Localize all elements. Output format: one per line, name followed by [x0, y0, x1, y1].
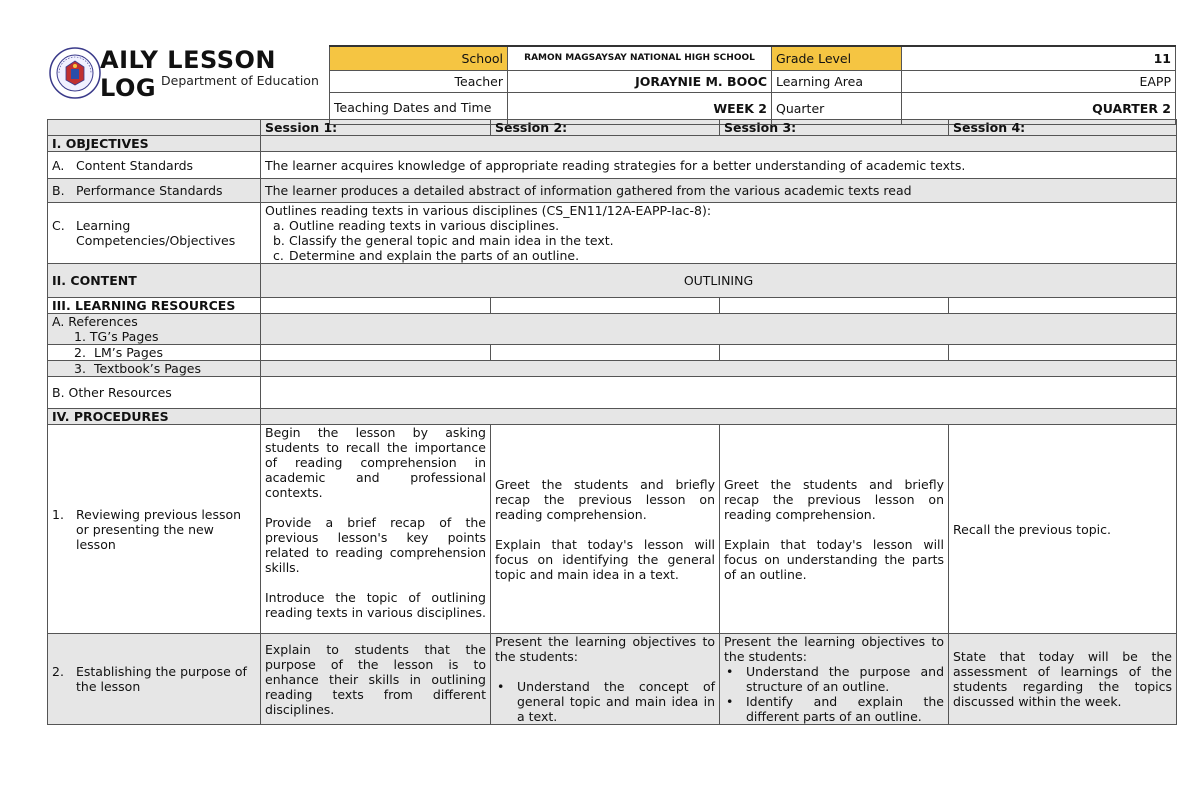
references-label: A. References — [52, 314, 138, 329]
quarter-label: Quarter — [772, 92, 902, 124]
step1-session3: Greet the students and briefly recap the previous lesson on reading comprehension. Explain that today's lesson will focus on understanding the parts of an outline. — [720, 425, 949, 634]
references-cell — [48, 314, 261, 345]
list-item: a. Outline reading texts in various disciplines. — [273, 218, 560, 233]
session-1-header: Session 1: — [261, 120, 491, 136]
step1-label: 1. Reviewing previous lesson or presenting the new lesson — [48, 425, 261, 634]
lm-pages-label: 2. LM’s Pages — [48, 345, 261, 361]
performance-standards-label: B. Performance Standards — [48, 179, 261, 203]
content-value: OUTLINING — [261, 264, 1177, 298]
content-heading: II. CONTENT — [48, 264, 261, 298]
procedures-heading: IV. PROCEDURES — [48, 409, 261, 425]
step2-session1: Explain to students that the purpose of the lesson is to enhance their skills in outlining reading texts from different disciplines. — [261, 634, 491, 725]
step1-session1: Begin the lesson by asking students to recall the importance of reading comprehension in academic and professional contexts. Provide a brief recap of the previous lesson's key points related to reading comprehension skills. Introduce the topic of outlining reading texts in various disciplines. — [261, 425, 491, 634]
dates-value: WEEK 2 — [508, 92, 772, 124]
objectives-heading: I. OBJECTIVES — [48, 136, 261, 152]
list-item: • Understand the concept of general topic and main idea in a text. — [497, 679, 715, 724]
session-3-header: Session 3: — [720, 120, 949, 136]
competencies-label: C. Learning Competencies/Objectives — [48, 203, 261, 264]
content-standards-label: A. Content Standards — [48, 152, 261, 179]
info-table — [329, 45, 1176, 125]
list-item: • Understand the purpose and structure of an outline. — [726, 664, 944, 694]
quarter-value: QUARTER 2 — [902, 92, 1176, 124]
logo-area — [47, 45, 329, 119]
list-item: b. Classify the general topic and main idea in the text. — [273, 233, 614, 248]
list-item: c. Determine and explain the parts of an outline. — [273, 248, 580, 263]
step2-session4: State that today will be the assessment of learnings of the students regarding the topics discussed within the week. — [949, 634, 1177, 725]
competencies-list — [265, 218, 1172, 263]
deped-seal-icon — [49, 47, 101, 99]
school-label: School — [330, 46, 508, 70]
session-4-header: Session 4: — [949, 120, 1177, 136]
header — [47, 45, 1176, 119]
content-standards-text: The learner acquires knowledge of appropriate reading strategies for a better understanding of academic texts. — [261, 152, 1177, 179]
competencies-intro: Outlines reading texts in various disciplines (CS_EN11/12A-EAPP-Iac-8): — [265, 203, 712, 218]
performance-standards-text: The learner produces a detailed abstract of information gathered from the various academic texts read — [261, 179, 1177, 203]
area-value: EAPP — [902, 70, 1176, 92]
page-title: AILY LESSON LOG — [100, 46, 276, 102]
grade-value: 11 — [902, 46, 1176, 70]
lesson-table — [47, 119, 1177, 725]
school-value: RAMON MAGSAYSAY NATIONAL HIGH SCHOOL — [524, 52, 755, 63]
lesson-log-page — [47, 45, 1176, 725]
resources-heading: III. LEARNING RESOURCES — [48, 298, 261, 314]
step2-label: 2. Establishing the purpose of the lesson — [48, 634, 261, 725]
department-name: Department of Education — [161, 73, 319, 88]
step1-session2: Greet the students and briefly recap the previous lesson on reading comprehension. Explain that today's lesson will focus on identifying the general topic and main idea in a text. — [491, 425, 720, 634]
blank-corner — [48, 120, 261, 136]
list-item: • Identify and explain the different parts of an outline. — [726, 694, 944, 724]
tg-pages-label: 1. TG’s Pages — [74, 329, 159, 344]
area-label: Learning Area — [772, 70, 902, 92]
teacher-value: JORAYNIE M. BOOC — [508, 70, 772, 92]
competencies-cell — [261, 203, 1177, 264]
grade-label: Grade Level — [772, 46, 902, 70]
session-2-header: Session 2: — [491, 120, 720, 136]
step1-session4: Recall the previous topic. — [949, 425, 1177, 634]
dates-label: Teaching Dates and Time — [330, 92, 508, 124]
textbook-pages-label: 3. Textbook’s Pages — [48, 361, 261, 377]
teacher-label: Teacher — [330, 70, 508, 92]
step2-session3: Present the learning objectives to the students: • Understand the purpose and structure of an outline. • Identify and explain the different parts of an outline. — [720, 634, 949, 725]
other-resources-label: B. Other Resources — [48, 377, 261, 409]
step2-session2: Present the learning objectives to the students: • Understand the concept of general topic and main idea in a text. — [491, 634, 720, 725]
